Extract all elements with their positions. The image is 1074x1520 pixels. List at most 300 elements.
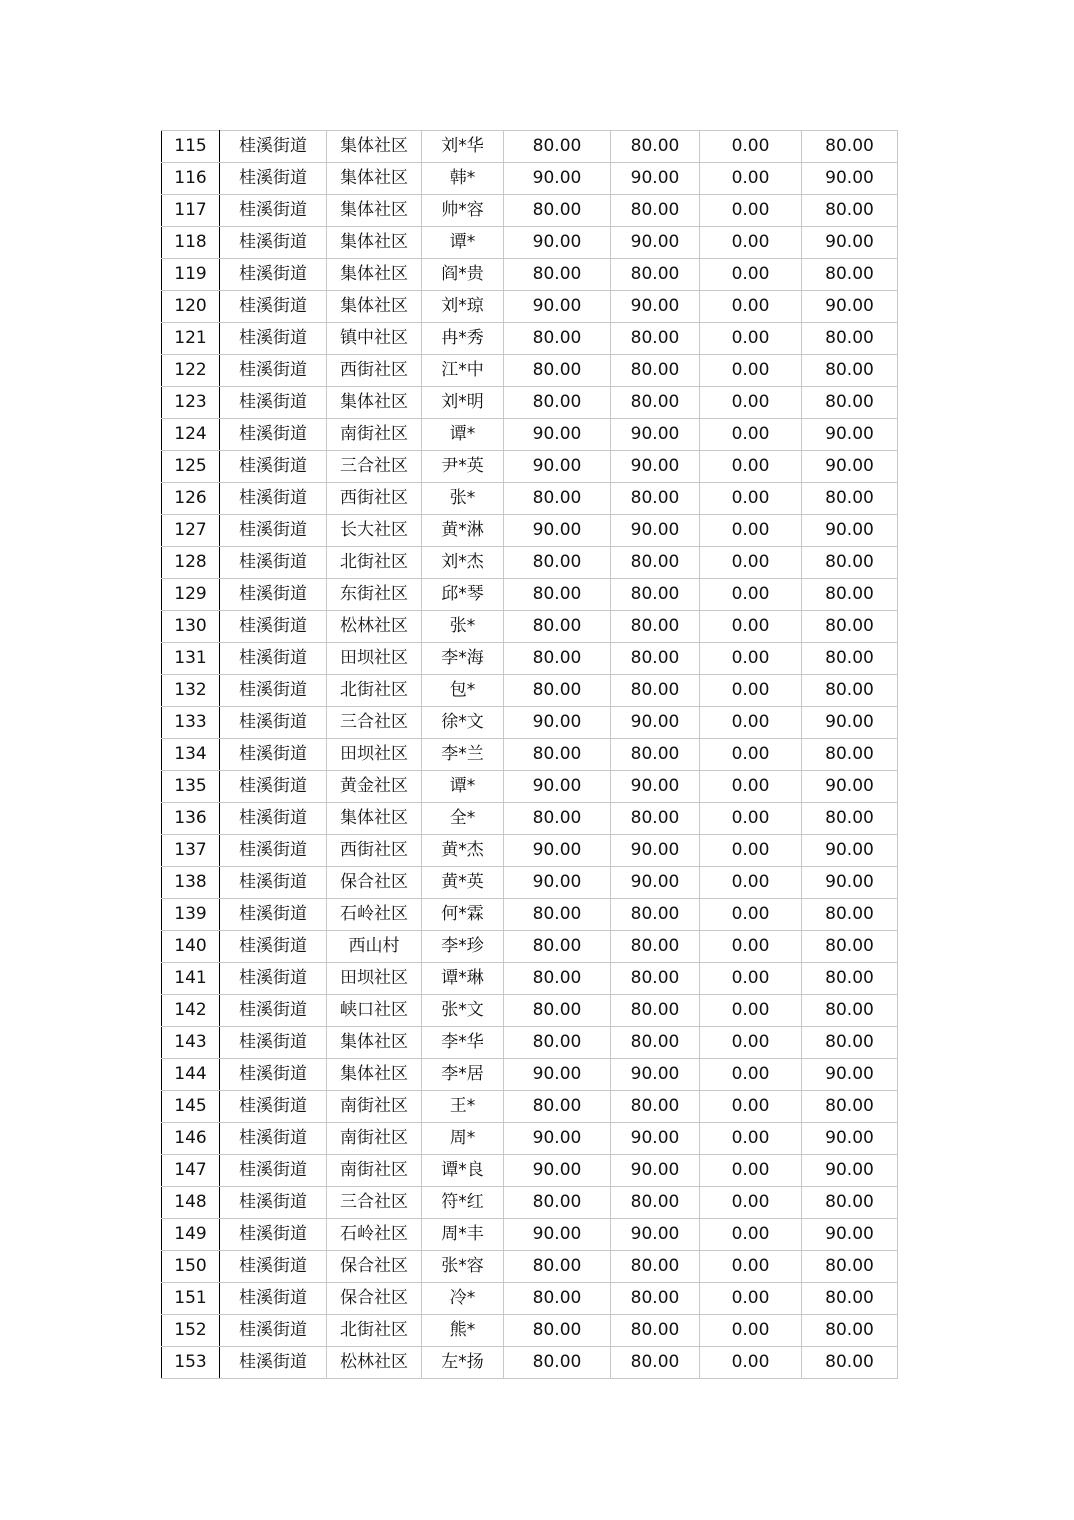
row-number-cell: 124 (162, 419, 220, 451)
community-cell: 集体社区 (327, 227, 422, 259)
street-cell: 桂溪街道 (220, 131, 327, 163)
amount-cell-4: 80.00 (802, 1315, 898, 1347)
street-cell: 桂溪街道 (220, 419, 327, 451)
community-cell: 东街社区 (327, 579, 422, 611)
street-cell: 桂溪街道 (220, 963, 327, 995)
amount-cell-4: 90.00 (802, 771, 898, 803)
amount-cell-4: 80.00 (802, 643, 898, 675)
amount-cell-1: 80.00 (504, 547, 611, 579)
name-cell: 邱*琴 (422, 579, 504, 611)
name-cell: 李*居 (422, 1059, 504, 1091)
street-cell: 桂溪街道 (220, 1059, 327, 1091)
amount-cell-3: 0.00 (700, 291, 802, 323)
name-cell: 谭* (422, 227, 504, 259)
street-cell: 桂溪街道 (220, 547, 327, 579)
amount-cell-4: 80.00 (802, 1251, 898, 1283)
amount-cell-2: 80.00 (611, 995, 700, 1027)
amount-cell-4: 80.00 (802, 259, 898, 291)
data-table (161, 130, 898, 1379)
street-cell: 桂溪街道 (220, 1155, 327, 1187)
name-cell: 谭*良 (422, 1155, 504, 1187)
community-cell: 三合社区 (327, 451, 422, 483)
amount-cell-4: 80.00 (802, 355, 898, 387)
amount-cell-3: 0.00 (700, 707, 802, 739)
amount-cell-1: 80.00 (504, 1251, 611, 1283)
street-cell: 桂溪街道 (220, 835, 327, 867)
amount-cell-1: 80.00 (504, 803, 611, 835)
street-cell: 桂溪街道 (220, 355, 327, 387)
name-cell: 王* (422, 1091, 504, 1123)
row-number-cell: 116 (162, 163, 220, 195)
amount-cell-3: 0.00 (700, 579, 802, 611)
name-cell: 周* (422, 1123, 504, 1155)
street-cell: 桂溪街道 (220, 803, 327, 835)
table-row (162, 547, 898, 579)
amount-cell-2: 80.00 (611, 579, 700, 611)
street-cell: 桂溪街道 (220, 1187, 327, 1219)
amount-cell-3: 0.00 (700, 771, 802, 803)
amount-cell-1: 90.00 (504, 451, 611, 483)
street-cell: 桂溪街道 (220, 1091, 327, 1123)
name-cell: 周*丰 (422, 1219, 504, 1251)
amount-cell-4: 80.00 (802, 803, 898, 835)
name-cell: 张* (422, 483, 504, 515)
amount-cell-2: 80.00 (611, 1187, 700, 1219)
amount-cell-3: 0.00 (700, 259, 802, 291)
community-cell: 西街社区 (327, 355, 422, 387)
amount-cell-4: 80.00 (802, 1027, 898, 1059)
row-number-cell: 123 (162, 387, 220, 419)
amount-cell-3: 0.00 (700, 611, 802, 643)
community-cell: 集体社区 (327, 387, 422, 419)
amount-cell-4: 80.00 (802, 675, 898, 707)
community-cell: 保合社区 (327, 1283, 422, 1315)
row-number-cell: 122 (162, 355, 220, 387)
row-number-cell: 145 (162, 1091, 220, 1123)
amount-cell-2: 90.00 (611, 1123, 700, 1155)
table-row (162, 131, 898, 163)
table-row (162, 515, 898, 547)
street-cell: 桂溪街道 (220, 643, 327, 675)
amount-cell-3: 0.00 (700, 1187, 802, 1219)
amount-cell-1: 90.00 (504, 291, 611, 323)
street-cell: 桂溪街道 (220, 451, 327, 483)
community-cell: 镇中社区 (327, 323, 422, 355)
row-number-cell: 132 (162, 675, 220, 707)
row-number-cell: 144 (162, 1059, 220, 1091)
name-cell: 黄*淋 (422, 515, 504, 547)
community-cell: 石岭社区 (327, 1219, 422, 1251)
amount-cell-3: 0.00 (700, 387, 802, 419)
street-cell: 桂溪街道 (220, 291, 327, 323)
amount-cell-4: 80.00 (802, 1283, 898, 1315)
row-number-cell: 149 (162, 1219, 220, 1251)
name-cell: 符*红 (422, 1187, 504, 1219)
name-cell: 韩* (422, 163, 504, 195)
amount-cell-2: 80.00 (611, 675, 700, 707)
amount-cell-4: 80.00 (802, 611, 898, 643)
name-cell: 谭*琳 (422, 963, 504, 995)
amount-cell-1: 80.00 (504, 1027, 611, 1059)
name-cell: 黄*英 (422, 867, 504, 899)
community-cell: 北街社区 (327, 1315, 422, 1347)
amount-cell-4: 80.00 (802, 579, 898, 611)
row-number-cell: 127 (162, 515, 220, 547)
amount-cell-1: 80.00 (504, 195, 611, 227)
table-row (162, 483, 898, 515)
table-row (162, 611, 898, 643)
community-cell: 南街社区 (327, 419, 422, 451)
amount-cell-4: 80.00 (802, 1347, 898, 1379)
community-cell: 西山村 (327, 931, 422, 963)
amount-cell-2: 90.00 (611, 1059, 700, 1091)
amount-cell-1: 80.00 (504, 131, 611, 163)
amount-cell-4: 80.00 (802, 931, 898, 963)
row-number-cell: 139 (162, 899, 220, 931)
community-cell: 峡口社区 (327, 995, 422, 1027)
name-cell: 尹*英 (422, 451, 504, 483)
street-cell: 桂溪街道 (220, 163, 327, 195)
community-cell: 南街社区 (327, 1155, 422, 1187)
amount-cell-4: 80.00 (802, 1187, 898, 1219)
amount-cell-2: 80.00 (611, 963, 700, 995)
row-number-cell: 128 (162, 547, 220, 579)
amount-cell-1: 90.00 (504, 1123, 611, 1155)
amount-cell-4: 90.00 (802, 835, 898, 867)
amount-cell-4: 90.00 (802, 1123, 898, 1155)
amount-cell-1: 90.00 (504, 163, 611, 195)
amount-cell-1: 90.00 (504, 707, 611, 739)
amount-cell-1: 80.00 (504, 1315, 611, 1347)
name-cell: 谭* (422, 419, 504, 451)
community-cell: 西街社区 (327, 835, 422, 867)
street-cell: 桂溪街道 (220, 323, 327, 355)
name-cell: 刘*华 (422, 131, 504, 163)
amount-cell-1: 80.00 (504, 739, 611, 771)
name-cell: 张*文 (422, 995, 504, 1027)
table-row (162, 739, 898, 771)
amount-cell-2: 80.00 (611, 739, 700, 771)
row-number-cell: 137 (162, 835, 220, 867)
row-number-cell: 125 (162, 451, 220, 483)
table-row (162, 995, 898, 1027)
row-number-cell: 115 (162, 131, 220, 163)
amount-cell-2: 90.00 (611, 1155, 700, 1187)
community-cell: 集体社区 (327, 163, 422, 195)
table-body (162, 131, 898, 1379)
amount-cell-1: 90.00 (504, 419, 611, 451)
name-cell: 何*霖 (422, 899, 504, 931)
name-cell: 阎*贵 (422, 259, 504, 291)
amount-cell-3: 0.00 (700, 803, 802, 835)
amount-cell-2: 90.00 (611, 163, 700, 195)
amount-cell-2: 80.00 (611, 1315, 700, 1347)
table-row (162, 1187, 898, 1219)
amount-cell-3: 0.00 (700, 195, 802, 227)
amount-cell-1: 90.00 (504, 1219, 611, 1251)
community-cell: 集体社区 (327, 1059, 422, 1091)
table-row (162, 1251, 898, 1283)
street-cell: 桂溪街道 (220, 1283, 327, 1315)
amount-cell-2: 80.00 (611, 483, 700, 515)
row-number-cell: 131 (162, 643, 220, 675)
name-cell: 谭* (422, 771, 504, 803)
amount-cell-3: 0.00 (700, 515, 802, 547)
amount-cell-3: 0.00 (700, 1091, 802, 1123)
community-cell: 田坝社区 (327, 643, 422, 675)
amount-cell-1: 90.00 (504, 771, 611, 803)
amount-cell-1: 80.00 (504, 579, 611, 611)
amount-cell-3: 0.00 (700, 1347, 802, 1379)
name-cell: 帅*容 (422, 195, 504, 227)
amount-cell-3: 0.00 (700, 355, 802, 387)
amount-cell-3: 0.00 (700, 1283, 802, 1315)
name-cell: 李*珍 (422, 931, 504, 963)
community-cell: 松林社区 (327, 611, 422, 643)
name-cell: 冉*秀 (422, 323, 504, 355)
row-number-cell: 142 (162, 995, 220, 1027)
amount-cell-1: 80.00 (504, 483, 611, 515)
table-row (162, 835, 898, 867)
amount-cell-3: 0.00 (700, 643, 802, 675)
amount-cell-3: 0.00 (700, 867, 802, 899)
amount-cell-4: 90.00 (802, 1059, 898, 1091)
table-row (162, 707, 898, 739)
amount-cell-2: 80.00 (611, 1251, 700, 1283)
street-cell: 桂溪街道 (220, 995, 327, 1027)
community-cell: 保合社区 (327, 867, 422, 899)
table-row (162, 419, 898, 451)
name-cell: 包* (422, 675, 504, 707)
community-cell: 集体社区 (327, 1027, 422, 1059)
table-row (162, 675, 898, 707)
amount-cell-2: 80.00 (611, 259, 700, 291)
street-cell: 桂溪街道 (220, 611, 327, 643)
street-cell: 桂溪街道 (220, 387, 327, 419)
name-cell: 刘*琼 (422, 291, 504, 323)
street-cell: 桂溪街道 (220, 707, 327, 739)
community-cell: 三合社区 (327, 1187, 422, 1219)
amount-cell-3: 0.00 (700, 1027, 802, 1059)
street-cell: 桂溪街道 (220, 899, 327, 931)
community-cell: 西街社区 (327, 483, 422, 515)
amount-cell-2: 90.00 (611, 291, 700, 323)
amount-cell-1: 90.00 (504, 1059, 611, 1091)
amount-cell-4: 90.00 (802, 163, 898, 195)
amount-cell-3: 0.00 (700, 931, 802, 963)
name-cell: 李*海 (422, 643, 504, 675)
community-cell: 集体社区 (327, 131, 422, 163)
street-cell: 桂溪街道 (220, 1315, 327, 1347)
amount-cell-3: 0.00 (700, 227, 802, 259)
row-number-cell: 119 (162, 259, 220, 291)
amount-cell-4: 80.00 (802, 739, 898, 771)
row-number-cell: 134 (162, 739, 220, 771)
amount-cell-4: 80.00 (802, 195, 898, 227)
amount-cell-2: 80.00 (611, 803, 700, 835)
row-number-cell: 117 (162, 195, 220, 227)
amount-cell-3: 0.00 (700, 131, 802, 163)
amount-cell-4: 80.00 (802, 1091, 898, 1123)
table-row (162, 1123, 898, 1155)
amount-cell-1: 90.00 (504, 867, 611, 899)
amount-cell-2: 80.00 (611, 899, 700, 931)
amount-cell-1: 90.00 (504, 1155, 611, 1187)
table-row (162, 1091, 898, 1123)
amount-cell-3: 0.00 (700, 1315, 802, 1347)
street-cell: 桂溪街道 (220, 579, 327, 611)
amount-cell-2: 80.00 (611, 931, 700, 963)
amount-cell-2: 90.00 (611, 835, 700, 867)
amount-cell-1: 80.00 (504, 387, 611, 419)
name-cell: 全* (422, 803, 504, 835)
row-number-cell: 147 (162, 1155, 220, 1187)
amount-cell-2: 90.00 (611, 515, 700, 547)
amount-cell-3: 0.00 (700, 1155, 802, 1187)
row-number-cell: 121 (162, 323, 220, 355)
community-cell: 南街社区 (327, 1091, 422, 1123)
amount-cell-2: 80.00 (611, 1283, 700, 1315)
table-row (162, 1027, 898, 1059)
table-row (162, 579, 898, 611)
street-cell: 桂溪街道 (220, 867, 327, 899)
amount-cell-2: 80.00 (611, 1091, 700, 1123)
amount-cell-3: 0.00 (700, 1123, 802, 1155)
row-number-cell: 148 (162, 1187, 220, 1219)
amount-cell-3: 0.00 (700, 419, 802, 451)
row-number-cell: 146 (162, 1123, 220, 1155)
community-cell: 南街社区 (327, 1123, 422, 1155)
amount-cell-2: 80.00 (611, 355, 700, 387)
amount-cell-2: 80.00 (611, 547, 700, 579)
amount-cell-1: 80.00 (504, 931, 611, 963)
row-number-cell: 120 (162, 291, 220, 323)
name-cell: 刘*明 (422, 387, 504, 419)
street-cell: 桂溪街道 (220, 1251, 327, 1283)
name-cell: 刘*杰 (422, 547, 504, 579)
name-cell: 冷* (422, 1283, 504, 1315)
amount-cell-2: 90.00 (611, 451, 700, 483)
amount-cell-4: 90.00 (802, 451, 898, 483)
community-cell: 保合社区 (327, 1251, 422, 1283)
table-row (162, 451, 898, 483)
street-cell: 桂溪街道 (220, 931, 327, 963)
amount-cell-3: 0.00 (700, 1251, 802, 1283)
street-cell: 桂溪街道 (220, 195, 327, 227)
amount-cell-1: 90.00 (504, 227, 611, 259)
name-cell: 徐*文 (422, 707, 504, 739)
amount-cell-3: 0.00 (700, 963, 802, 995)
name-cell: 黄*杰 (422, 835, 504, 867)
amount-cell-1: 80.00 (504, 643, 611, 675)
row-number-cell: 153 (162, 1347, 220, 1379)
name-cell: 熊* (422, 1315, 504, 1347)
amount-cell-1: 80.00 (504, 259, 611, 291)
street-cell: 桂溪街道 (220, 1219, 327, 1251)
amount-cell-4: 90.00 (802, 227, 898, 259)
row-number-cell: 135 (162, 771, 220, 803)
table-row (162, 291, 898, 323)
amount-cell-4: 80.00 (802, 995, 898, 1027)
name-cell: 李*兰 (422, 739, 504, 771)
amount-cell-1: 80.00 (504, 1187, 611, 1219)
amount-cell-1: 80.00 (504, 675, 611, 707)
table-row (162, 259, 898, 291)
amount-cell-2: 90.00 (611, 867, 700, 899)
street-cell: 桂溪街道 (220, 1347, 327, 1379)
row-number-cell: 141 (162, 963, 220, 995)
amount-cell-4: 90.00 (802, 707, 898, 739)
table-row (162, 387, 898, 419)
row-number-cell: 143 (162, 1027, 220, 1059)
amount-cell-3: 0.00 (700, 1219, 802, 1251)
amount-cell-4: 80.00 (802, 387, 898, 419)
community-cell: 长大社区 (327, 515, 422, 547)
community-cell: 北街社区 (327, 675, 422, 707)
row-number-cell: 150 (162, 1251, 220, 1283)
table-row (162, 227, 898, 259)
row-number-cell: 130 (162, 611, 220, 643)
community-cell: 集体社区 (327, 259, 422, 291)
name-cell: 张*容 (422, 1251, 504, 1283)
row-number-cell: 133 (162, 707, 220, 739)
amount-cell-4: 80.00 (802, 131, 898, 163)
row-number-cell: 129 (162, 579, 220, 611)
community-cell: 集体社区 (327, 803, 422, 835)
name-cell: 李*华 (422, 1027, 504, 1059)
amount-cell-4: 80.00 (802, 323, 898, 355)
amount-cell-3: 0.00 (700, 739, 802, 771)
amount-cell-1: 80.00 (504, 323, 611, 355)
amount-cell-1: 80.00 (504, 1091, 611, 1123)
amount-cell-3: 0.00 (700, 899, 802, 931)
amount-cell-4: 80.00 (802, 899, 898, 931)
row-number-cell: 151 (162, 1283, 220, 1315)
street-cell: 桂溪街道 (220, 515, 327, 547)
amount-cell-1: 90.00 (504, 835, 611, 867)
street-cell: 桂溪街道 (220, 259, 327, 291)
street-cell: 桂溪街道 (220, 483, 327, 515)
amount-cell-1: 80.00 (504, 995, 611, 1027)
amount-cell-4: 90.00 (802, 515, 898, 547)
street-cell: 桂溪街道 (220, 739, 327, 771)
amount-cell-1: 80.00 (504, 963, 611, 995)
amount-cell-3: 0.00 (700, 451, 802, 483)
table-row (162, 963, 898, 995)
amount-cell-2: 90.00 (611, 227, 700, 259)
amount-cell-2: 90.00 (611, 1219, 700, 1251)
community-cell: 松林社区 (327, 1347, 422, 1379)
amount-cell-1: 90.00 (504, 515, 611, 547)
amount-cell-2: 80.00 (611, 1347, 700, 1379)
amount-cell-4: 90.00 (802, 1155, 898, 1187)
table-row (162, 931, 898, 963)
amount-cell-3: 0.00 (700, 483, 802, 515)
amount-cell-1: 80.00 (504, 899, 611, 931)
table-row (162, 1315, 898, 1347)
community-cell: 田坝社区 (327, 739, 422, 771)
community-cell: 北街社区 (327, 547, 422, 579)
table-row (162, 1219, 898, 1251)
amount-cell-2: 90.00 (611, 707, 700, 739)
row-number-cell: 118 (162, 227, 220, 259)
row-number-cell: 152 (162, 1315, 220, 1347)
table-row (162, 643, 898, 675)
amount-cell-1: 80.00 (504, 355, 611, 387)
amount-cell-1: 80.00 (504, 1283, 611, 1315)
table-row (162, 355, 898, 387)
name-cell: 江*中 (422, 355, 504, 387)
